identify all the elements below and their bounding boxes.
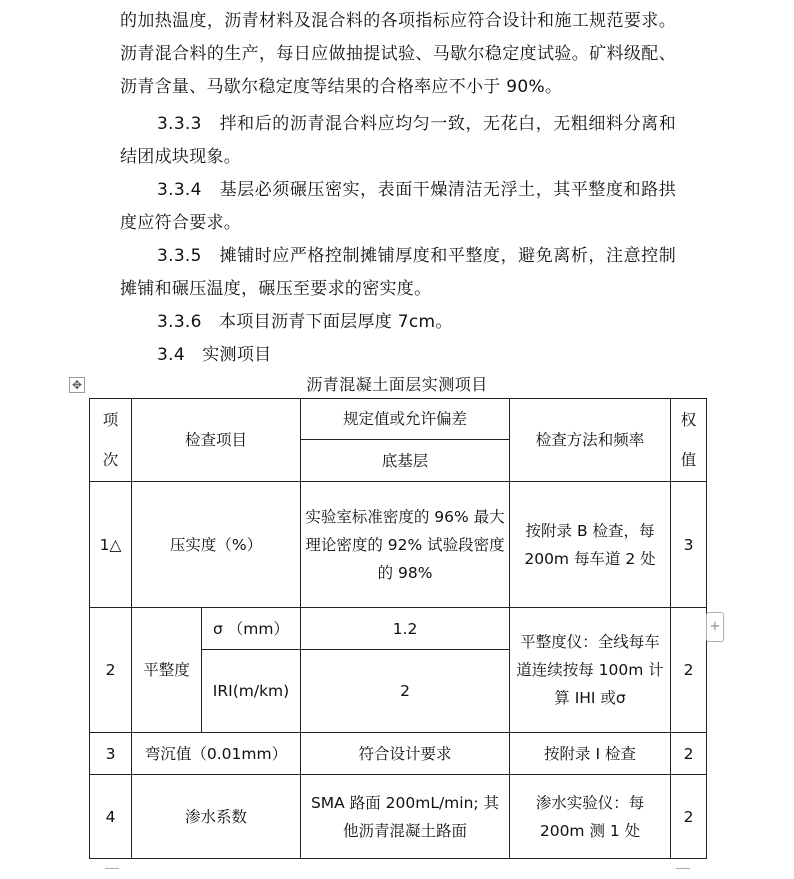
table-row: [90, 733, 707, 775]
row2-spec-iri: 2: [301, 650, 510, 733]
row2-spec-sigma: 1.2: [301, 608, 510, 650]
row1-seq: 1△: [90, 482, 132, 608]
table-move-handle-icon[interactable]: ✥: [69, 377, 85, 393]
row2-sub-sigma: σ （mm）: [202, 608, 301, 650]
measurement-table: [89, 398, 707, 859]
row2-sub-iri: IRI(m/km): [202, 650, 301, 733]
paragraph-3-3-6: 3.3.6 本项目沥青下面层厚度 7cm。: [157, 312, 453, 332]
paragraph-3-3-5: 3.3.5 摊铺时应严格控制摊铺厚度和平整度，避免离析，注意控制摊铺和碾压温度，碾压至要求的密实度。: [120, 246, 676, 299]
header-spec: 规定值或允许偏差: [301, 399, 510, 440]
row2-seq: 2: [90, 608, 132, 733]
row4-item: 渗水系数: [132, 775, 301, 859]
row4-weight: 2: [671, 775, 707, 859]
paragraph-3-3-4: 3.3.4 基层必须碾压密实，表面干燥清洁无浮土，其平整度和路拱度应符合要求。: [120, 180, 676, 233]
row4-seq: 4: [90, 775, 132, 859]
row3-seq: 3: [90, 733, 132, 775]
add-column-icon[interactable]: +: [706, 612, 724, 642]
paragraph-3-3-3: 3.3.3 拌和后的沥青混合料应均匀一致，无花白，无粗细料分离和结团成块现象。: [120, 114, 676, 167]
header-spec-sub: 底基层: [301, 440, 510, 482]
header-weight: 权值: [671, 399, 707, 482]
table-caption: 沥青混凝土面层实测项目: [306, 375, 488, 394]
header-seq: 项次: [90, 399, 132, 482]
page-corner-mark: [105, 868, 119, 879]
row4-spec: SMA 路面 200mL/min; 其他沥青混凝土路面: [301, 775, 510, 859]
section-heading-3-4: 3.4 实测项目: [157, 345, 272, 365]
page-corner-mark: [676, 868, 690, 879]
row3-item: 弯沉值（0.01mm）: [132, 733, 301, 775]
row3-weight: 2: [671, 733, 707, 775]
row2-item: 平整度: [132, 608, 202, 733]
row1-weight: 3: [671, 482, 707, 608]
table-row: [90, 608, 707, 650]
table-row: [90, 482, 707, 608]
row2-method: 平整度仪：全线每车道连续按每 100m 计算 IHI 或σ: [510, 608, 671, 733]
row1-method: 按附录 B 检查，每 200m 每车道 2 处: [510, 482, 671, 608]
header-method: 检查方法和频率: [510, 399, 671, 482]
row3-spec: 符合设计要求: [301, 733, 510, 775]
row1-item: 压实度（%）: [132, 482, 301, 608]
row4-method: 渗水实验仪：每 200m 测 1 处: [510, 775, 671, 859]
paragraph-mix-requirements: 的加热温度，沥青材料及混合料的各项指标应符合设计和施工规范要求。沥青混合料的生产，每日应做抽提试验、马歇尔稳定度试验。矿料级配、沥青含量、马歇尔稳定度等结果的合格率应不小于 90%。: [120, 11, 676, 97]
header-check-item: 检查项目: [132, 399, 301, 482]
row3-method: 按附录 I 检查: [510, 733, 671, 775]
row1-spec: 实验室标准密度的 96% 最大理论密度的 92% 试验段密度的 98%: [301, 482, 510, 608]
row2-weight: 2: [671, 608, 707, 733]
table-row: [90, 775, 707, 859]
